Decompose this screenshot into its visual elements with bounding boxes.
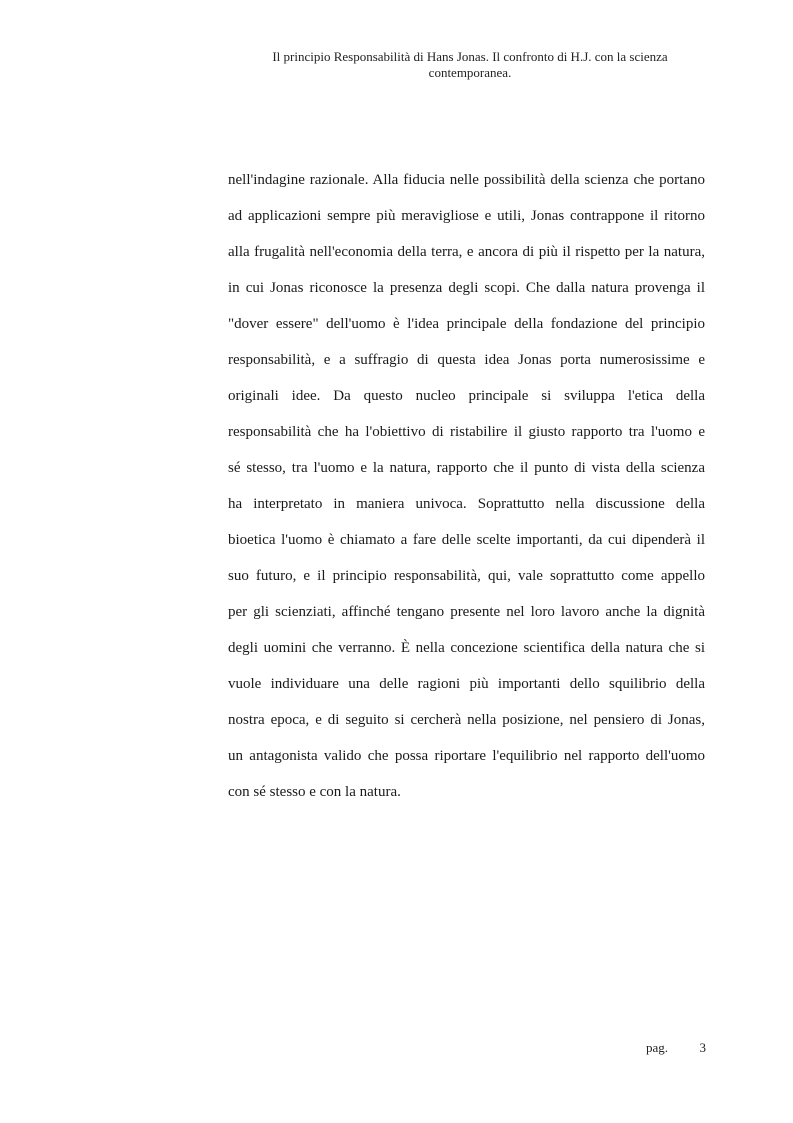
text-line: responsabilità, e a suffragio di questa idea Jonas porta numerosissime e <box>228 352 705 368</box>
header-line-2: contemporanea. <box>428 65 512 80</box>
header-line-1: Il principio Responsabilità di Hans Jonas. Il confronto di H.J. con la scienza <box>272 49 668 64</box>
text-line: responsabilità che ha l'obiettivo di ristabilire il giusto rapporto tra l'uomo e <box>228 424 705 440</box>
text-line: bioetica l'uomo è chiamato a fare delle scelte importanti, da cui dipenderà il <box>228 532 705 548</box>
page-label: pag. <box>646 1040 669 1055</box>
text-line: un antagonista valido che possa riportare l'equilibrio nel rapporto dell'uomo <box>228 748 705 764</box>
text-line: vuole individuare una delle ragioni più importanti dello squilibrio della <box>228 676 705 692</box>
text-line: in cui Jonas riconosce la presenza degli scopi. Che dalla natura provenga il <box>228 280 705 296</box>
text-line: nostra epoca, e di seguito si cercherà nella posizione, nel pensiero di Jonas, <box>228 712 705 728</box>
page-number: 3 <box>699 1040 706 1055</box>
body-paragraph <box>228 166 705 814</box>
text-line: degli uomini che verranno. È nella concezione scientifica della natura che si <box>228 640 705 656</box>
text-line: nell'indagine razionale. Alla fiducia nelle possibilità della scienza che portano <box>228 172 705 188</box>
text-line: ad applicazioni sempre più meravigliose e utili, Jonas contrappone il ritorno <box>228 208 705 224</box>
text-line: per gli scienziati, affinché tengano presente nel loro lavoro anche la dignità <box>228 604 705 620</box>
text-line: sé stesso, tra l'uomo e la natura, rapporto che il punto di vista della scienza <box>228 460 705 476</box>
text-line-last: con sé stesso e con la natura. <box>228 784 401 800</box>
page-header <box>230 49 710 81</box>
page-footer <box>646 1040 706 1056</box>
text-line: originali idee. Da questo nucleo principale si sviluppa l'etica della <box>228 388 705 404</box>
text-line: "dover essere" dell'uomo è l'idea principale della fondazione del principio <box>228 316 705 332</box>
text-line: ha interpretato in maniera univoca. Soprattutto nella discussione della <box>228 496 705 512</box>
text-line: suo futuro, e il principio responsabilità, qui, vale soprattutto come appello <box>228 568 705 584</box>
text-line: alla frugalità nell'economia della terra, e ancora di più il rispetto per la natura, <box>228 244 705 260</box>
